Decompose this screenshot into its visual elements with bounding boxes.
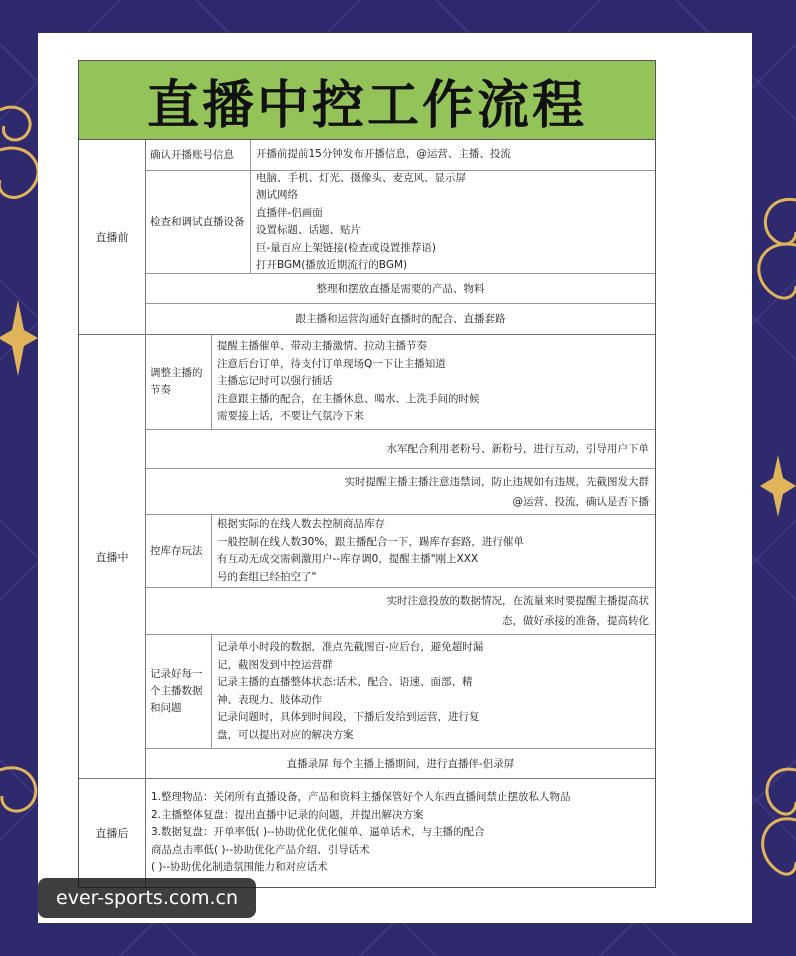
- section-during-live: [79, 335, 655, 779]
- content-line: 电脑、手机、灯光、摄像头、麦克风、显示屏: [256, 171, 466, 184]
- content-line: 测试网络: [256, 189, 298, 201]
- phase-label: 直播中: [79, 335, 146, 778]
- content-line: 根据实际的在线人数去控制商品库存: [217, 518, 385, 530]
- content-line: 提醒主播催单、带动主播激情、拉动主播节奏: [217, 340, 427, 353]
- content-line: 设置标题、话题、贴片: [256, 224, 361, 236]
- row-content: 整理和摆放直播是需要的产品、物料: [316, 282, 485, 295]
- row-label: 检查和调试直播设备: [146, 171, 251, 273]
- section-before-live: [79, 140, 655, 335]
- content-line: @运营、投流，确认是否下播: [512, 495, 649, 508]
- row-label: 记录好每一个主播数据和问题: [146, 635, 212, 748]
- row-content: [212, 335, 655, 429]
- watermark-badge: ever-sports.com.cn: [38, 878, 256, 918]
- content-line: 号的套组已经拍空了": [217, 570, 317, 583]
- row-content: 直播录屏 每个主播上播期间，进行直播伴-侣录屏: [286, 757, 515, 770]
- content-line: 商品点击率低( )--协助优化产品介绍、引导话术: [151, 843, 370, 856]
- content-line: 记，截图发到中控运营群: [217, 658, 333, 671]
- table-row: [146, 171, 655, 274]
- table-row: [146, 469, 655, 515]
- content-line: 有互动无成交需刺激用户--库存调0，提醒主播"刚上XXX: [217, 553, 479, 565]
- content-line: 巨-量百应上架链接(检查或设置推荐语): [256, 241, 436, 254]
- content-line: 实时提醒主播主播注意违禁词，防止违规如有违规，先截图发大群: [344, 475, 649, 488]
- row-content: [251, 171, 655, 273]
- page-title: 直播中控工作流程: [79, 61, 655, 140]
- content-line: 盘，可以提出对应的解决方案: [217, 728, 354, 741]
- content-line: 1.整理物品：关闭所有直播设备，产品和资料主播保管好个人东西直播间禁止摆放私人物品: [151, 791, 571, 804]
- row-content: [146, 779, 655, 887]
- row-content: [212, 635, 655, 748]
- content-line: 2.主播整体复盘：提出直播中记录的问题，并提出解决方案: [151, 808, 424, 821]
- row-content: [146, 469, 655, 514]
- content-line: 直播伴-侣画面: [256, 206, 323, 219]
- content-line: 实时注意投放的数据情况，在流量来时要提醒主播提高状: [386, 595, 649, 607]
- content-line: 主播忘记时可以强行插话: [217, 375, 333, 388]
- content-line: 注意跟主播的配合，在主播休息、喝水、上洗手间的时候: [217, 392, 480, 405]
- phase-label: 直播前: [79, 140, 146, 334]
- table-row: [146, 749, 655, 778]
- row-label: 确认开播账号信息: [146, 140, 251, 170]
- table-row: [146, 140, 655, 171]
- row-label: 调整主播的节奏: [146, 335, 212, 429]
- content-line: 神、表现力、肢体动作: [217, 693, 322, 706]
- table-row: [146, 304, 655, 334]
- content-line: 需要接上话，不要让气氛冷下来: [217, 410, 364, 423]
- content-line: 态，做好承接的准备，提高转化: [502, 615, 649, 627]
- row-label: 控库存玩法: [146, 515, 212, 587]
- row-content: [212, 515, 655, 587]
- content-line: 记录主播的直播整体状态:话术、配合、语速、面部、精: [217, 676, 473, 688]
- section-after-live: [79, 779, 655, 887]
- content-line: 打开BGM(播放近期流行的BGM): [256, 259, 408, 271]
- row-content: 开播前提前15分钟发布开播信息，@运营、主播、投流: [256, 148, 511, 161]
- table-row: [146, 274, 655, 304]
- table-row: [146, 588, 655, 635]
- content-line: 3.数据复盘：开单率低( )--协助优化优化催单、逼单话术，与主播的配合: [151, 826, 485, 839]
- table-row: [146, 635, 655, 749]
- row-content: 跟主播和运营沟通好直播时的配合、直播套路: [295, 313, 506, 325]
- phase-label: 直播后: [79, 779, 146, 887]
- workflow-table: [78, 60, 656, 888]
- table-row: [146, 515, 655, 588]
- content-line: 一般控制在线人数30%，跟主播配合一下，踢库存套路，进行催单: [217, 535, 524, 548]
- row-content: [146, 588, 655, 634]
- table-row: [146, 430, 655, 469]
- row-content: 水军配合利用老粉号、新粉号，进行互动，引导用户下单: [386, 443, 649, 455]
- content-line: 记录问题时，具体到时间段，下播后发给到运营，进行复: [217, 711, 480, 723]
- table-row: [146, 335, 655, 430]
- content-line: 记录单小时段的数据，准点先截图百-应后台，避免超时漏: [217, 641, 484, 653]
- table-row: [146, 779, 655, 887]
- content-line: 注意后台订单，待支付订单现场Q一下让主播知道: [217, 357, 446, 370]
- content-line: ( )--协助优化制造氛围能力和对应话术: [151, 861, 328, 874]
